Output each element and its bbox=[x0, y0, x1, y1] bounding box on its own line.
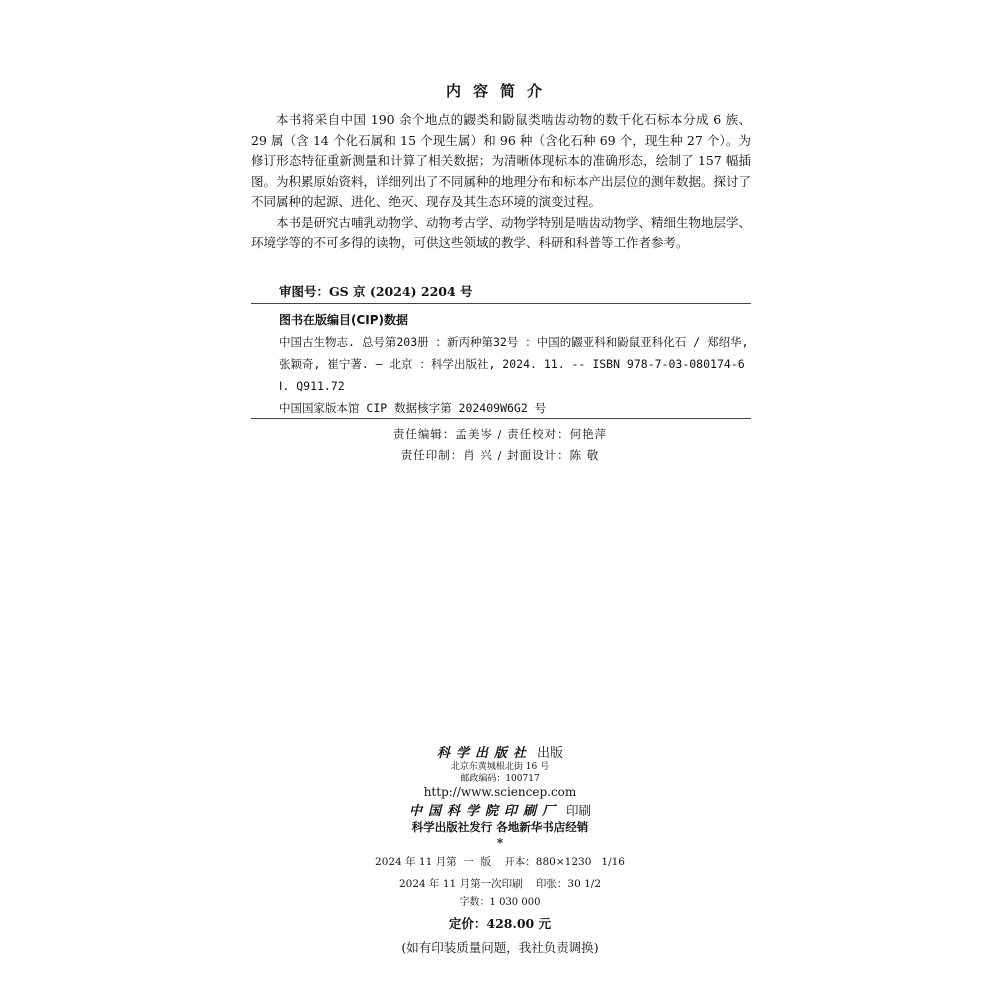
word-count: 字数：1 030 000 bbox=[459, 897, 541, 909]
summary-paragraph-1: 本书将采自中国 190 余个地点的鼹类和鼢鼠类啮齿动物的数千化石标本分成 6 族、29 属（含 14 个化石属和 15 个现生属）和 96 种（含化石种 69 个，现生种 27 个）。为修订形态特征重新测量和计算了相关数据；为清晰体现标本的准确形态，绘制了 157 幅插图。为积累原始资料，详细列出了不同属种的地理分布和标本产出层位的测年数据。探讨了不同属种的起源、进化、绝灭、现存及其生态环境的演变过程。 bbox=[251, 112, 752, 209]
map-review-number: 审图号：GS 京 (2024) 2204 号 bbox=[279, 284, 473, 299]
separator-asterisk: * bbox=[496, 836, 504, 851]
publisher-suffix: 出版 bbox=[537, 746, 564, 761]
edition-line: 2024 年 11 月第 一 版 开本：880×1230 1/16 bbox=[375, 856, 625, 869]
book-summary bbox=[251, 110, 751, 254]
divider-bottom bbox=[251, 418, 751, 419]
print-line: 2024 年 11 月第一次印刷 印张：30 1/2 bbox=[398, 878, 602, 891]
cip-data-block bbox=[251, 309, 751, 419]
printer-suffix: 印刷 bbox=[566, 802, 592, 818]
publisher-postcode: 邮政编码：100717 bbox=[460, 773, 540, 784]
publisher-address: 北京东黄城根北街 16 号 bbox=[450, 762, 550, 773]
cip-verification: 中国国家版本馆 CIP 数据核字第 202409W6G2 号 bbox=[279, 401, 547, 415]
cip-title: 图书在版编目(CIP)数据 bbox=[279, 313, 409, 327]
credits-editors: 责任编辑：孟美岑 / 责任校对：何艳萍 bbox=[392, 427, 608, 441]
price: 定价：428.00 元 bbox=[448, 915, 552, 931]
editorial-credits bbox=[0, 424, 1000, 466]
cip-classification: Ⅰ. Q911.72 bbox=[279, 379, 345, 393]
distribution-line: 科学出版社发行 各地新华书店经销 bbox=[411, 820, 589, 834]
divider-top bbox=[251, 303, 751, 304]
publisher-url: http://www.sciencep.com bbox=[423, 784, 577, 799]
printer-logo: 中国科学院印刷厂 bbox=[408, 803, 561, 819]
colophon bbox=[0, 742, 1000, 955]
credits-production: 责任印制：肖 兴 / 封面设计：陈 敬 bbox=[400, 448, 600, 462]
quality-note: (如有印装质量问题，我社负责调换) bbox=[401, 939, 599, 955]
printer-line bbox=[0, 800, 1000, 820]
publisher-logo: 科学出版社 bbox=[436, 746, 532, 761]
page-title: 内容简介 bbox=[445, 82, 554, 100]
cip-catalog-entry: 中国古生物志. 总号第203册 ：新丙种第32号 ：中国的鼹亚科和鼢鼠亚科化石 / 郑绍华, 张颖奇, 崔宁著. — 北京 ：科学出版社, 2024. 11. -- ISBN 978-7-03-080174-6 bbox=[279, 335, 749, 371]
publisher-line bbox=[0, 742, 1000, 762]
summary-paragraph-2: 本书是研究古哺乳动物学、动物考古学、动物学特别是啮齿动物学、精细生物地层学、环境学等的不可多得的读物，可供这些领域的教学、科研和科普等工作者参考。 bbox=[251, 214, 752, 250]
